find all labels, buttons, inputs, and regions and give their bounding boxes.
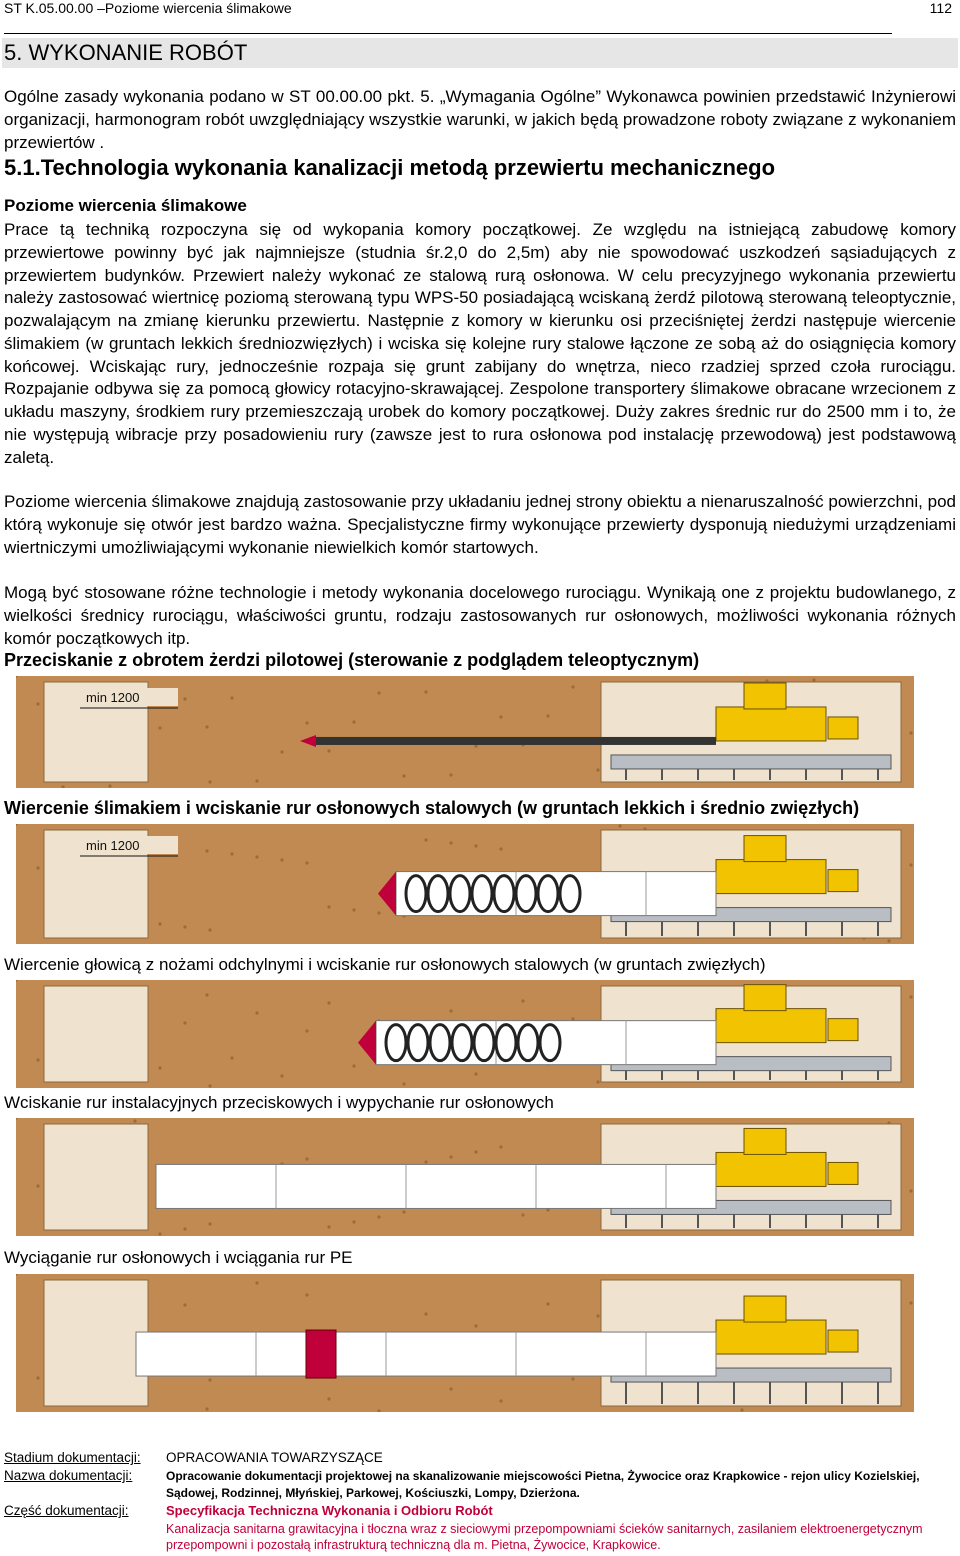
drill-gearbox — [828, 1162, 858, 1184]
soil-grain — [571, 1017, 574, 1020]
drill-gearbox — [828, 717, 858, 739]
receiving-pit — [44, 986, 148, 1082]
figure-2-caption: Wiercenie ślimakiem i wciskanie rur osłonowych stalowych (w gruntach lekkich i średnio zwięzłych) — [4, 798, 860, 818]
figure-3 — [16, 980, 914, 1088]
stage-label: Stadium dokumentacji: — [4, 1450, 141, 1465]
drill-machine — [716, 1009, 826, 1043]
soil-grain — [208, 780, 211, 783]
soil-grain — [424, 1160, 427, 1163]
soil-grain — [183, 697, 186, 700]
soil-grain — [596, 1314, 599, 1317]
soil-grain — [499, 1399, 502, 1402]
soil-grain — [909, 1301, 912, 1304]
soil-grain — [474, 1324, 477, 1327]
soil-grain — [352, 1064, 355, 1067]
soil-grain — [183, 925, 186, 928]
soil-grain — [183, 1021, 186, 1024]
soil-grain — [909, 1189, 912, 1192]
soil-grain — [305, 1293, 308, 1296]
soil-grain — [449, 773, 452, 776]
soil-grain — [327, 1001, 330, 1004]
soil-grain — [208, 928, 211, 931]
casing-pipe — [156, 1164, 716, 1208]
auger-drilling-diagram — [16, 824, 914, 944]
figure-2 — [16, 824, 914, 944]
drill-machine — [716, 860, 826, 894]
soil-grain — [255, 855, 258, 858]
page-number: 112 — [929, 0, 952, 16]
min-depth-label: min 1200 — [86, 690, 140, 705]
pipe-retraction-diagram — [16, 1274, 914, 1412]
soil-grain — [499, 847, 502, 850]
pipe-coupler — [306, 1330, 336, 1378]
intro-paragraph: Ogólne zasady wykonania podano w ST 00.00.00 pkt. 5. „Wymagania Ogólne” Wykonawca powinien przedstawić Inżynierowi organizacji, harmonogram robót uwzględniający wszystkie warunki, w jakich będą prowadzone roboty związane z wykonaniem przewiertów . — [4, 87, 956, 152]
soil-grain — [424, 690, 427, 693]
soil-grain — [108, 784, 111, 787]
soil-grain — [133, 1119, 136, 1122]
part-description: Kanalizacja sanitarna grawitacyjna i tłoczna wraz z sieciowymi przepompowniami ścieków sanitarnych, zasilaniem elektroenergetycznym przepompowni i pozostałą infrastrukturą techniczną dla m. Pietna, Żywocice, Krapkowice. — [166, 1522, 923, 1552]
soil-grain — [183, 1303, 186, 1306]
soil-grain — [596, 768, 599, 771]
figure-4-caption: Wciskanie rur instalacyjnych przeciskowych i wypychanie rur osłonowych — [4, 1093, 554, 1112]
soil-grain — [909, 863, 912, 866]
doc-code: ST K.05.00.00 –Poziome wiercenia ślimakowe — [4, 0, 292, 16]
soil-grain — [812, 678, 815, 681]
drill-machine — [716, 1320, 826, 1354]
soil-grain — [327, 1225, 330, 1228]
soil-grain — [887, 939, 890, 942]
soil-grain — [255, 1281, 258, 1284]
soil-grain — [352, 908, 355, 911]
soil-grain — [474, 1150, 477, 1153]
soil-grain — [352, 1220, 355, 1223]
soil-grain — [521, 1213, 524, 1216]
soil-grain — [546, 714, 549, 717]
soil-grain — [205, 993, 208, 996]
part-value: Specyfikacja Techniczna Wykonania i Odbioru Robót — [166, 1503, 493, 1518]
soil-grain — [305, 1029, 308, 1032]
pilot-rod-diagram — [16, 676, 914, 788]
drill-motor — [744, 1128, 786, 1154]
soil-grain — [36, 702, 39, 705]
soil-grain — [377, 691, 380, 694]
soil-grain — [377, 911, 380, 914]
soil-grain — [499, 715, 502, 718]
soil-grain — [305, 861, 308, 864]
pilot-rod — [316, 737, 716, 745]
figure-1 — [16, 676, 914, 788]
min-depth-label: min 1200 — [86, 838, 140, 853]
soil-grain — [327, 905, 330, 908]
soil-grain — [402, 1082, 405, 1085]
soil-grain — [230, 1056, 233, 1059]
drill-gearbox — [828, 1019, 858, 1041]
soil-grain — [36, 866, 39, 869]
soil-grain — [909, 731, 912, 734]
soil-grain — [158, 726, 161, 729]
soil-grain — [305, 1157, 308, 1160]
soil-grain — [424, 838, 427, 841]
document-footer — [4, 1450, 956, 1556]
soil-grain — [208, 1378, 211, 1381]
soil-grain — [402, 1210, 405, 1213]
soil-grain — [280, 858, 283, 861]
soil-grain — [909, 995, 912, 998]
pipe-pushing-diagram — [16, 1118, 914, 1236]
figure-5 — [16, 1274, 914, 1412]
soil-grain — [36, 1058, 39, 1061]
receiving-pit — [44, 1280, 148, 1406]
soil-grain — [546, 1302, 549, 1305]
figure-3-caption: Wiercenie głowicą z nożami odchylnymi i wciskanie rur osłonowych stalowych (w gruntach zwięzłych) — [4, 955, 766, 974]
soil-grain — [377, 1215, 380, 1218]
drill-motor — [744, 836, 786, 862]
soil-grain — [571, 1377, 574, 1380]
soil-grain — [280, 1074, 283, 1077]
soil-grain — [36, 1184, 39, 1187]
soil-grain — [571, 685, 574, 688]
soil-grain — [521, 999, 524, 1002]
soil-grain — [474, 844, 477, 847]
soil-grain — [402, 774, 405, 777]
soil-grain — [596, 1080, 599, 1083]
soil-grain — [499, 1145, 502, 1148]
machine-rail — [611, 755, 891, 769]
figure-5-caption: Wyciąganie rur osłonowych i wciągania rur PE — [4, 1248, 353, 1267]
soil-grain — [255, 779, 258, 782]
subsection-title: 5.1.Technologia wykonania kanalizacji metodą przewiertu mechanicznego — [4, 155, 776, 180]
name-label: Nazwa dokumentacji: — [4, 1468, 133, 1483]
header-rule — [4, 33, 892, 34]
soil-grain — [449, 841, 452, 844]
soil-grain — [158, 922, 161, 925]
soil-grain — [305, 721, 308, 724]
soil-grain — [449, 1009, 452, 1012]
section-title: 5. WYKONANIE ROBÓT — [4, 40, 248, 65]
soil-grain — [327, 1397, 330, 1400]
figure-1-caption: Przeciskanie z obrotem żerdzi pilotowej (sterowanie z podglądem teleoptycznym) — [4, 650, 700, 670]
soil-grain — [618, 824, 621, 827]
soil-grain — [183, 1227, 186, 1230]
drill-machine — [716, 1152, 826, 1186]
drill-machine — [716, 707, 826, 741]
soil-grain — [740, 1408, 743, 1411]
part-label: Część dokumentacji: — [4, 1503, 129, 1518]
paragraph-2: Poziome wiercenia ślimakowe znajdują zastosowanie przy układaniu jednej strony obiektu a nienaruszalność powierzchni, pod którą wykonuje się otwór jest bardzo ważna. Specjalistyczne firmy wykonujące przewierty dysponują niedużymi urządzeniami wiertniczymi umożliwiającymi wykonanie niewielkich komór startowych. — [4, 492, 956, 557]
soil-grain — [449, 1387, 452, 1390]
soil-grain — [36, 1376, 39, 1379]
soil-grain — [255, 1011, 258, 1014]
cutter-head-diagram — [16, 980, 914, 1088]
soil-grain — [208, 1222, 211, 1225]
paragraph-1: Prace tą techniką rozpoczyna się od wykopania komory początkowej. Ze względu na istniejącą zabudowę komory przewiertowe powinny być jak najmniejsze (studnia śr.2,0 do 2,5m) aby nie spowodować uszkodzeń sąsiadujących z przewiertem budynków. Przewiert należy wykonać ze stalową rurą osłonowa. W celu precyzyjnego wykonania przewiertu należy zastosować wiertnicę poziomą sterowaną typu WPS-50 posiadającą wciskaną żerdź pilotową sterowaną teleoptycznie, pozwalającym na zmianę kierunku przewiertu. Następnie z komory w kierunku osi przeciśniętej żerdzi następuje wiercenie ślimakiem (w gruntach lekkich średniozwięzłych) i wciska się kolejne rury stalowe łączone ze sobą aż do osiągnięcia komory końcowej. Wciskając rury, jednocześnie rozpaja się grunt zabijany do wnętrza, nieco rzadziej sprzed czoła rurociągu. Rozpajanie odbywa się za pomocą głowicy rotacyjno-skrawającej. Zespolone transportery ślimakowe obracane wrzecionem z układu maszyny, środkiem rury przemieszczają urobek do komory początkowej. Duży zakres średnic rur do 2500 mm i to, że nie występują wibracje przy posadowieniu rury (zawsze jest to rura osłonowa pod instalację przewodową) jest podstawową zaletą. — [4, 220, 956, 467]
subheading: Poziome wiercenia ślimakowe — [4, 196, 247, 215]
soil-grain — [205, 849, 208, 852]
casing-pipe — [136, 1332, 716, 1376]
receiving-pit — [44, 1124, 148, 1230]
soil-grain — [424, 1312, 427, 1315]
drill-gearbox — [828, 870, 858, 892]
soil-grain — [205, 725, 208, 728]
soil-grain — [352, 720, 355, 723]
soil-grain — [230, 696, 233, 699]
drill-motor — [744, 1296, 786, 1322]
drill-motor — [744, 683, 786, 709]
soil-grain — [230, 852, 233, 855]
name-value: Opracowanie dokumentacji projektowej na skanalizowanie miejscowości Pietna, Żywocice oraz Krapkowice - rejon ulicy Kozielskiej, Sądowej, Rodzinnej, Młyńskiej, Parkowej, Kościuszki, Lompy, Dzierżona. — [166, 1469, 920, 1500]
soil-grain — [158, 1066, 161, 1069]
soil-grain — [208, 1084, 211, 1087]
drill-gearbox — [828, 1330, 858, 1352]
stage-value: OPRACOWANIA TOWARZYSZĄCE — [166, 1450, 383, 1465]
soil-grain — [474, 1072, 477, 1075]
paragraph-3: Mogą być stosowane różne technologie i metody wykonania docelowego rurociągu. Wynikają one z projektu budowlanego, z wielkości średnicy rurociągu, właściwości gruntu, rodzaju zastosowanych rur osłonowych, możliwości wykonania różnych komór początkowych itp. — [4, 583, 956, 648]
page-header — [4, 0, 956, 16]
soil-grain — [449, 1155, 452, 1158]
soil-grain — [158, 1232, 161, 1235]
soil-grain — [280, 750, 283, 753]
figure-4 — [16, 1118, 914, 1236]
soil-grain — [327, 749, 330, 752]
soil-grain — [205, 1407, 208, 1410]
drill-motor — [744, 985, 786, 1011]
